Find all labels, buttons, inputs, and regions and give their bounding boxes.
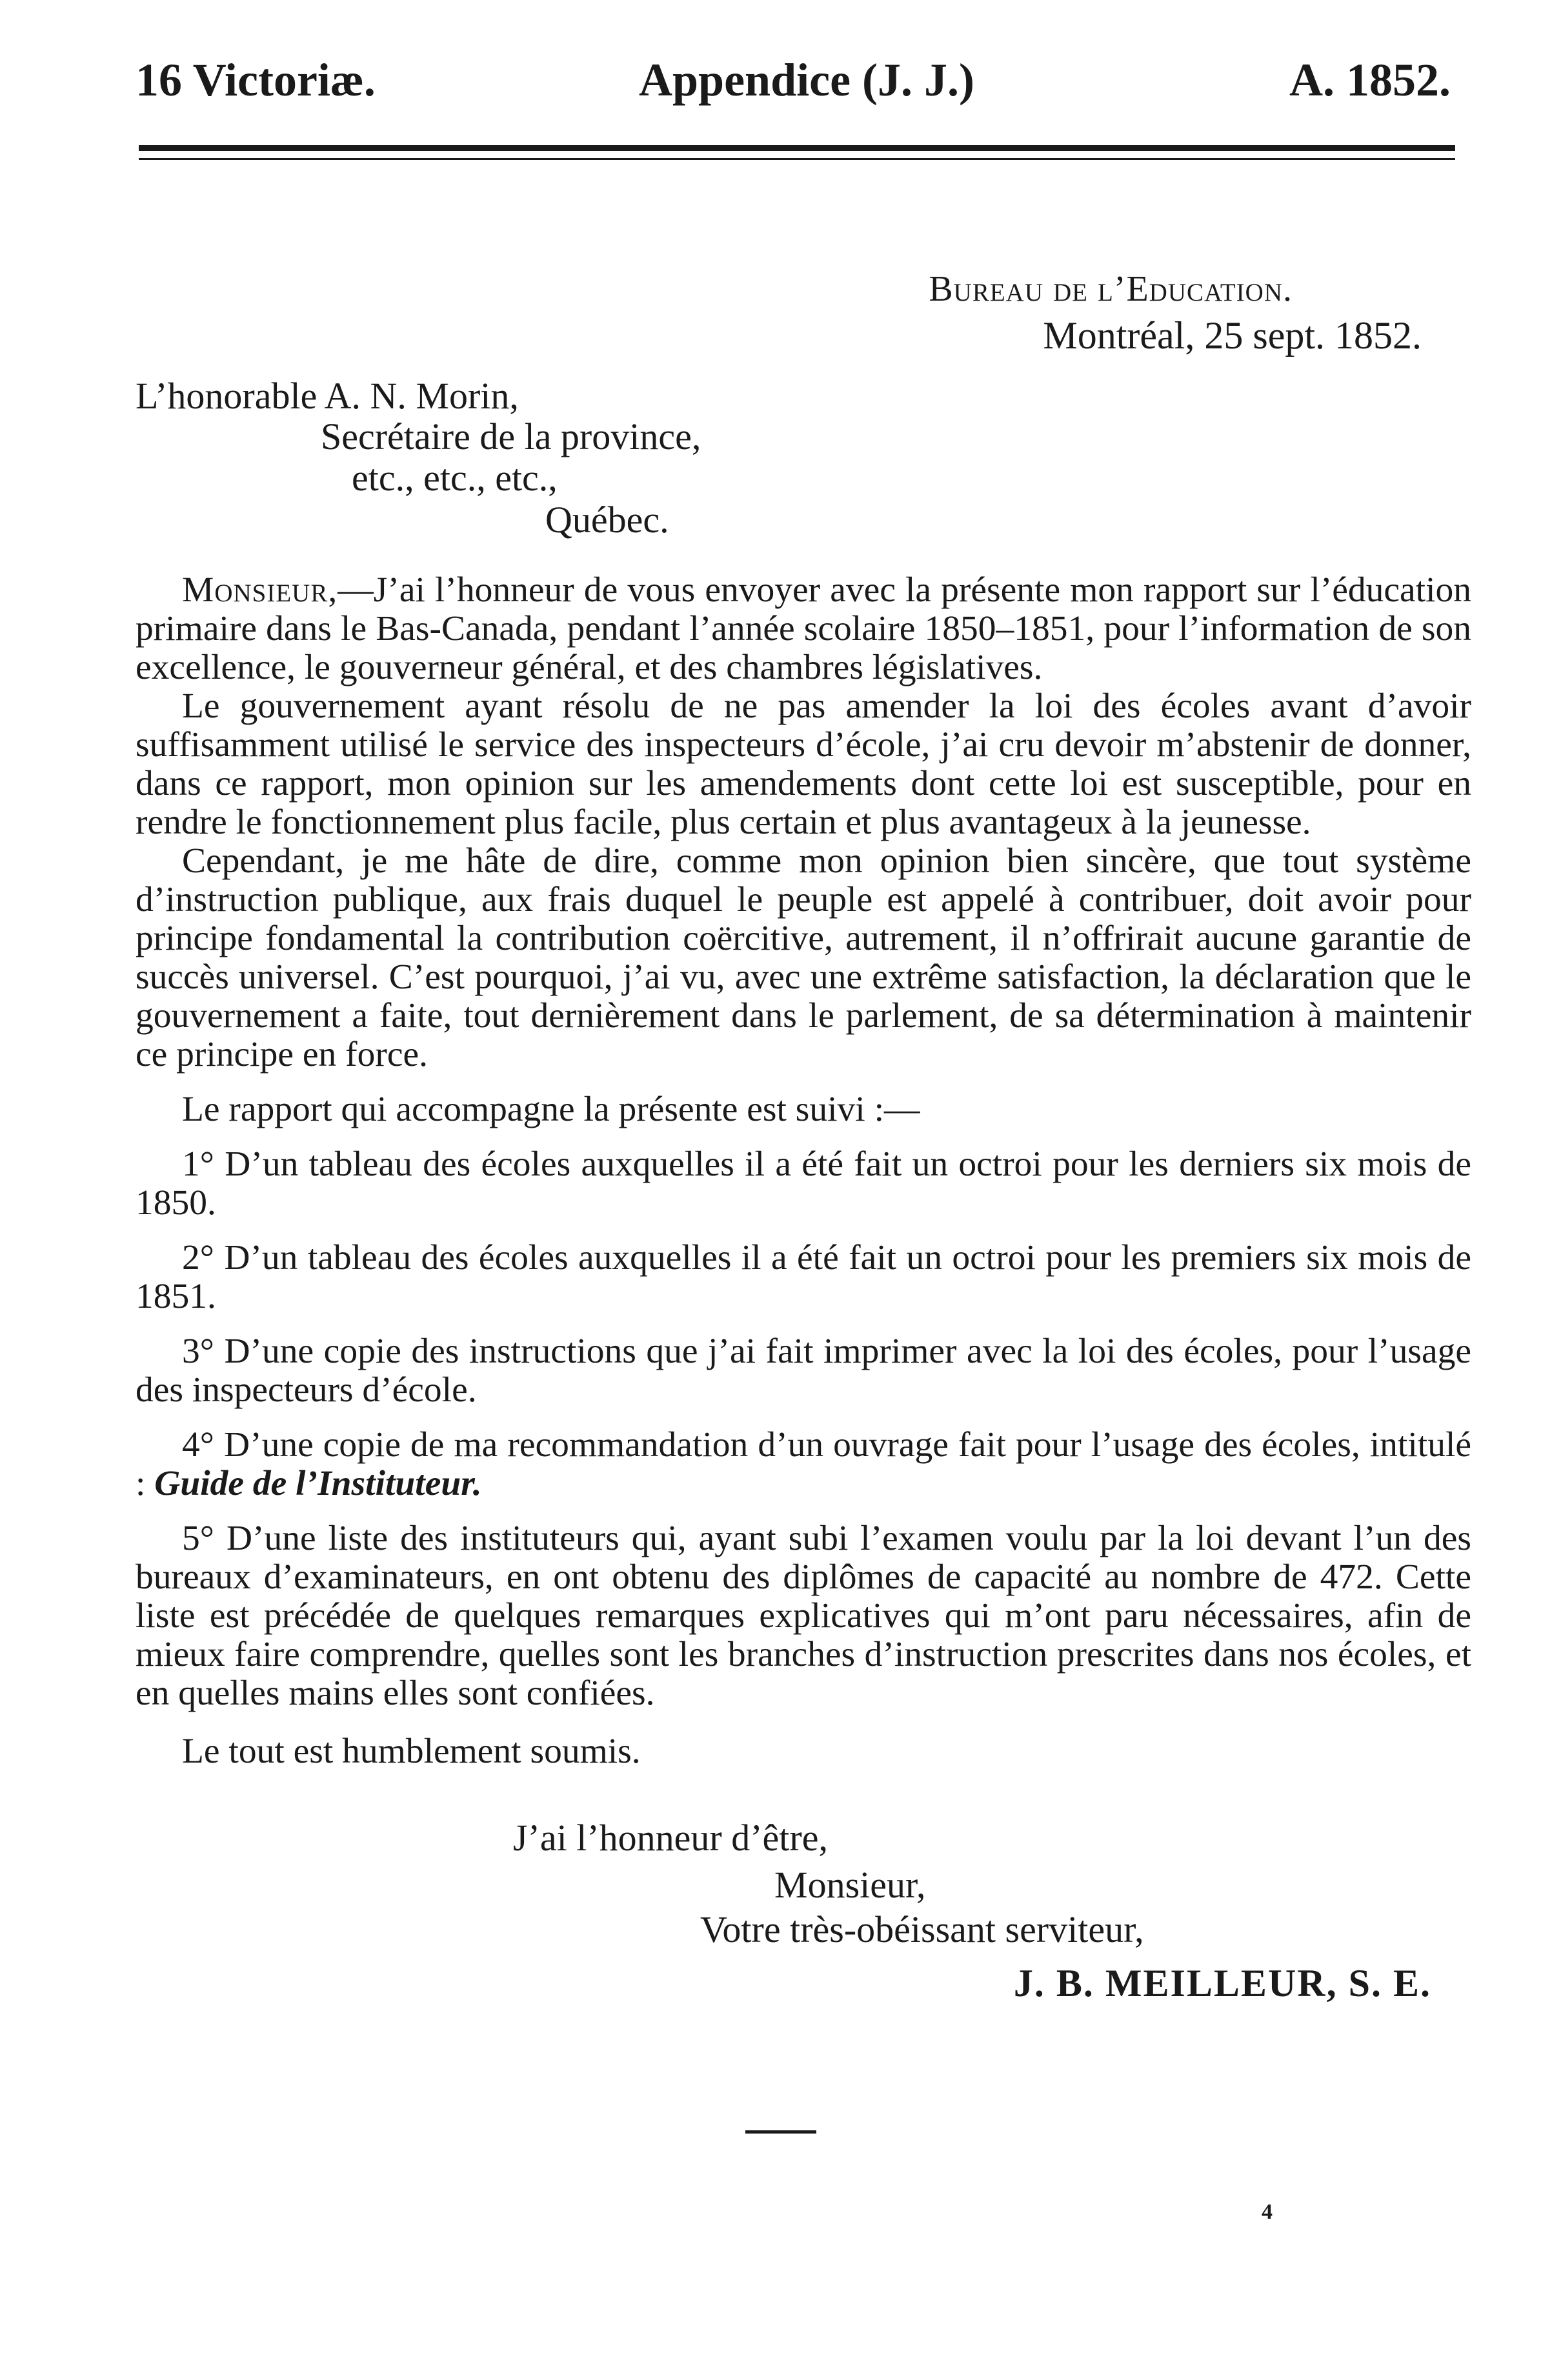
salutation: Monsieur, xyxy=(182,570,338,610)
enclosure-item-2: 2° D’un tableau des écoles auxquelles il a été fait un octroi pour les premiers six mois de 1851. xyxy=(136,1238,1471,1316)
paragraph-opening xyxy=(136,571,1471,687)
running-head-regnal-year: 16 Victoriæ. xyxy=(136,54,376,106)
enclosure-item-5: 5° D’une liste des instituteurs qui, ayant subi l’examen voulu par la loi devant l’un des bureaux d’examinateurs, en ont obtenu des diplômes de capacité au nombre de 472. Cette liste est précédée de quelques remarques explicatives qui m’ont paru nécessaires, afin de mieux faire comprendre, quelles sont les branches d’instruction prescrites dans nos écoles, et en quelles mains elles sont confiées. xyxy=(136,1519,1471,1713)
signature: J. B. MEILLEUR, S. E. xyxy=(1013,1962,1431,2005)
paragraph-government: Le gouvernement ayant résolu de ne pas amender la loi des écoles avant d’avoir suffisamment utilisé le service des inspecteurs d’école, j’ai cru devoir m’abstenir de donner, dans ce rapport, mon opinion sur les amendements dont cette loi est susceptible, pour en rendre le fonctionnement plus facile, plus certain et plus avantageux à la jeunesse. xyxy=(136,686,1471,842)
office-name: Bureau de l’Education. xyxy=(929,269,1293,309)
paragraph-enclosures-intro: Le rapport qui accompagne la présente est suivi :— xyxy=(182,1090,920,1129)
paragraph-principle: Cependant, je me hâte de dire, comme mon opinion bien sincère, que tout système d’instruction publique, aux frais duquel le peuple est appelé à contribuer, doit avoir pour principe fondamental la contribution coërcitive, autrement, il n’offrirait aucune garantie de succès universel. C’est pourquoi, j’ai vu, avec une extrême satisfaction, la déclaration que le gouvernement a faite, tout dernièrement dans le parlement, de sa détermination à maintenir ce principe en force. xyxy=(136,841,1471,1074)
place-date: Montréal, 25 sept. 1852. xyxy=(1043,314,1422,357)
closing-servant: Votre très-obéissant serviteur, xyxy=(700,1908,1144,1950)
header-rule-thin xyxy=(139,158,1455,160)
addressee-name: L’honorable A. N. Morin, xyxy=(136,375,519,417)
page-folio: 4 xyxy=(1262,2200,1273,2224)
paragraph-opening-text: —J’ai l’honneur de vous envoyer avec la présente mon rapport sur l’éducation primaire dans le Bas-Canada, pendant l’année scolaire 1850–1851, pour l’information de son excellence, le gouverneur général, et des chambres législatives. xyxy=(136,570,1471,687)
running-head-appendix: Appendice (J. J.) xyxy=(639,54,974,106)
paragraph-submission: Le tout est humblement soumis. xyxy=(182,1732,641,1771)
enclosure-item-1: 1° D’un tableau des écoles auxquelles il a été fait un octroi pour les derniers six mois de 1850. xyxy=(136,1145,1471,1223)
letter-body xyxy=(136,571,1471,1771)
enclosure-item-4 xyxy=(136,1426,1471,1503)
closing-honour: J’ai l’honneur d’être, xyxy=(513,1817,828,1859)
book-title: Guide de l’Instituteur. xyxy=(154,1464,482,1503)
enclosure-item-4-text: 4° D’une copie de ma recommandation d’un ouvrage fait pour l’usage des écoles, intitulé : xyxy=(136,1425,1471,1503)
addressee-city: Québec. xyxy=(545,499,669,541)
running-head-year: A. 1852. xyxy=(1289,54,1451,106)
end-rule xyxy=(745,2130,816,2134)
addressee-etc: etc., etc., etc., xyxy=(352,457,558,499)
closing-monsieur: Monsieur, xyxy=(774,1864,926,1906)
addressee-title: Secrétaire de la province, xyxy=(321,415,701,457)
enclosure-item-3: 3° D’une copie des instructions que j’ai fait imprimer avec la loi des écoles, pour l’usage des inspecteurs d’école. xyxy=(136,1332,1471,1410)
header-rule-thick xyxy=(139,145,1455,151)
